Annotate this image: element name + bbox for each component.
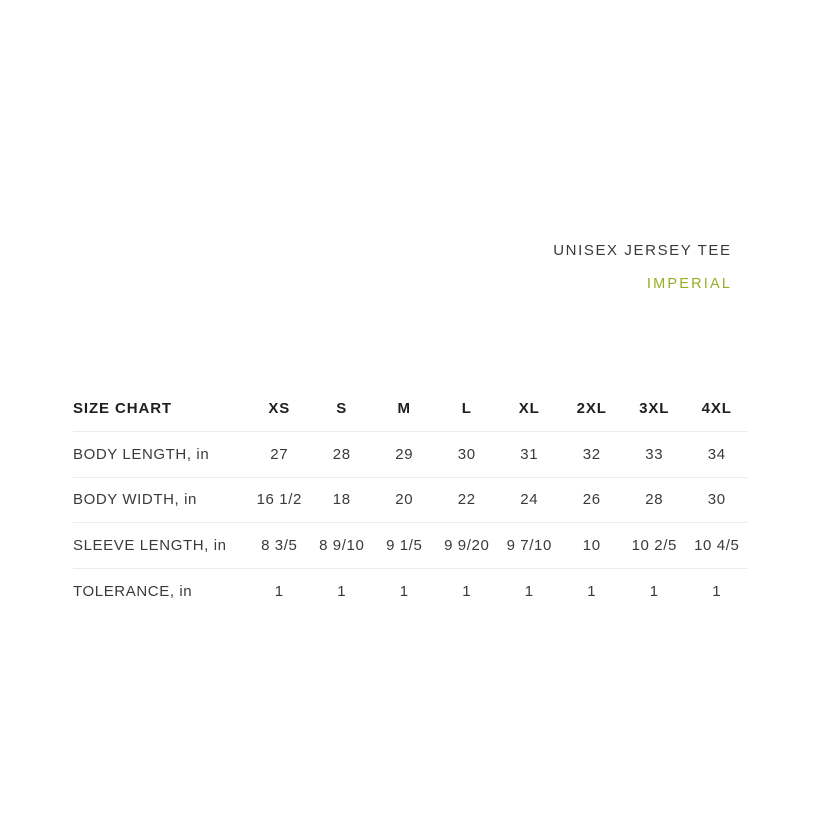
cell-value: 30 [457,445,476,463]
table-title: SIZE CHART [73,400,172,417]
cell-value: 29 [395,445,414,463]
row-label: SLEEVE LENGTH, in [73,536,227,554]
cell-value: 27 [270,445,289,463]
cell-value: 18 [332,491,351,509]
cell-value: 10 2/5 [631,536,677,554]
cell-value: 1 [399,582,409,600]
row-label: BODY WIDTH, in [73,491,197,509]
cell-value: 30 [707,491,726,509]
table-row-sleeve-length [73,523,748,569]
size-column-header-4xl: 4XL [701,400,732,417]
title-block [553,242,733,292]
cell-value: 10 4/5 [694,536,740,554]
table-row-tolerance [73,568,748,614]
cell-value: 8 3/5 [261,536,298,554]
cell-value: 9 7/10 [506,536,552,554]
cell-value: 26 [582,491,601,509]
cell-value: 1 [274,582,284,600]
cell-value: 9 9/20 [444,536,490,554]
size-column-header-2xl: 2XL [576,400,607,417]
row-label: BODY LENGTH, in [73,445,210,463]
product-title: UNISEX JERSEY TEE [553,242,732,259]
cell-value: 16 1/2 [256,491,302,509]
cell-value: 34 [707,445,726,463]
table-row-body-length [73,432,748,478]
cell-value: 1 [712,582,722,600]
cell-value: 20 [395,491,414,509]
size-column-header-xs: XS [268,400,291,417]
cell-value: 22 [457,491,476,509]
cell-value: 31 [520,445,539,463]
cell-value: 32 [582,445,601,463]
cell-value: 1 [462,582,472,600]
size-column-header-l: L [461,400,472,417]
cell-value: 1 [337,582,347,600]
cell-value: 8 9/10 [319,536,365,554]
size-column-header-3xl: 3XL [639,400,670,417]
size-column-header-m: M [397,400,411,417]
cell-value: 24 [520,491,539,509]
cell-value: 28 [332,445,351,463]
table-row-body-width [73,477,748,523]
cell-value: 1 [587,582,597,600]
cell-value: 1 [524,582,534,600]
cell-value: 28 [645,491,664,509]
cell-value: 10 [582,536,601,554]
cell-value: 1 [649,582,659,600]
table-header-row [73,386,748,432]
size-column-header-xl: XL [518,400,540,417]
size-chart-table [73,386,748,614]
cell-value: 33 [645,445,664,463]
size-column-header-s: S [336,400,348,417]
unit-system-toggle[interactable]: IMPERIAL [646,276,733,292]
cell-value: 9 1/5 [386,536,423,554]
row-label: TOLERANCE, in [73,582,193,600]
